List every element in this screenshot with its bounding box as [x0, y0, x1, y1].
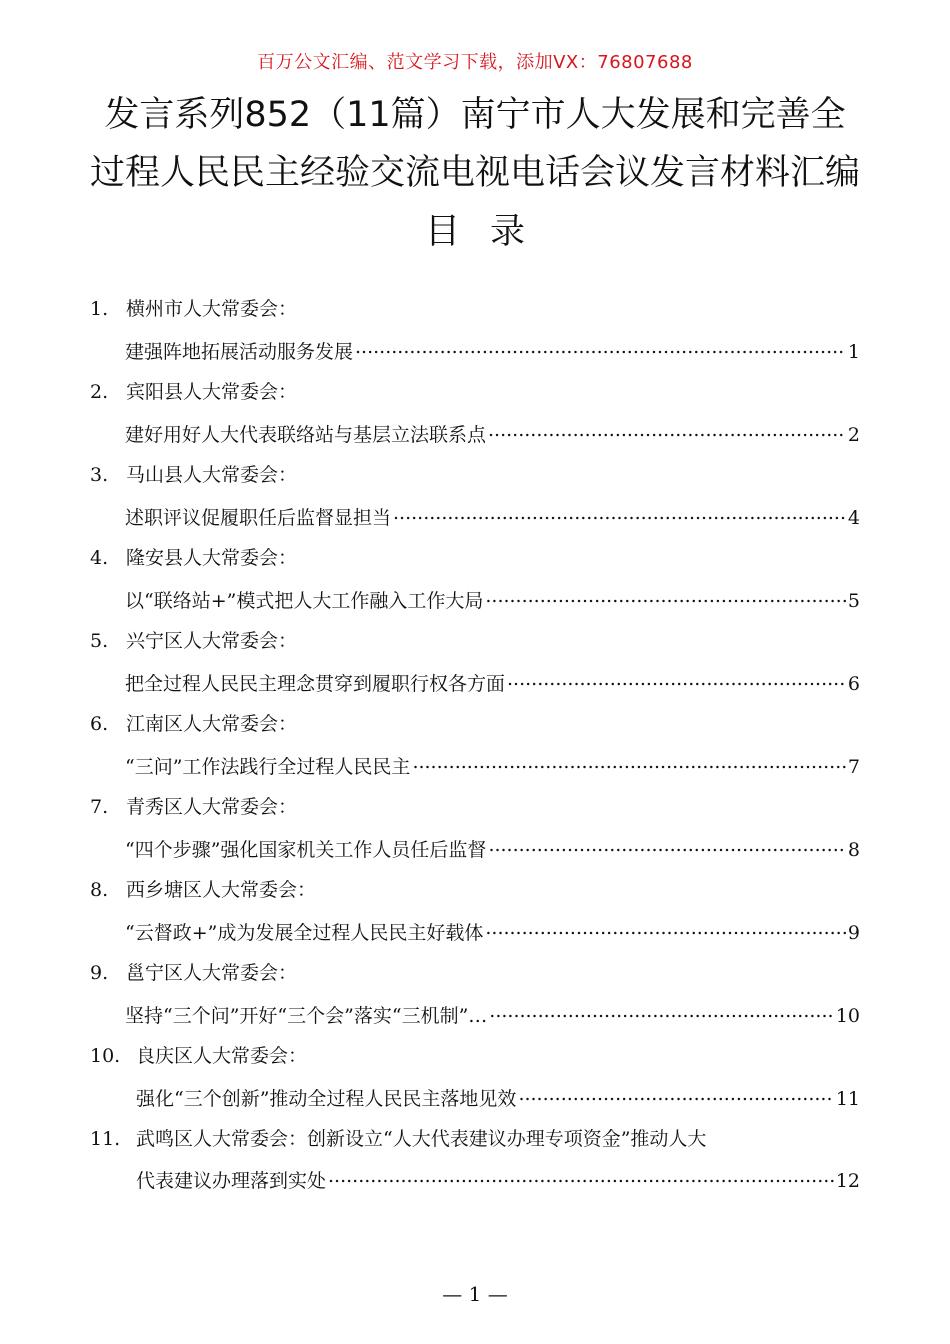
toc-entry-topic[interactable]	[125, 1000, 860, 1028]
toc-entry-unit-name: 兴宁区人大常委会：	[126, 630, 298, 652]
toc-entry-page: 1	[847, 341, 860, 363]
toc-entry-page: 6	[847, 673, 860, 695]
toc-entry-topic[interactable]	[136, 1165, 860, 1193]
toc-entry-page: 5	[847, 590, 860, 612]
toc-entry-page: 8	[847, 839, 860, 861]
toc-entry-unit-name: 隆安县人大常委会：	[126, 547, 298, 569]
toc-entry-unit-name: 青秀区人大常委会：	[126, 796, 298, 818]
toc-entry-unit	[90, 875, 316, 902]
toc-entry-topic[interactable]	[125, 419, 860, 447]
toc-entry-number: 5.	[90, 630, 109, 652]
table-of-contents-heading: 目录	[424, 212, 555, 252]
toc-leader-dots	[355, 336, 846, 358]
toc-entry-number: 8.	[90, 879, 109, 901]
toc-entry-topic-text: “三问”工作法践行全过程人民民主	[125, 756, 411, 778]
toc-entry-unit-name: 宾阳县人大常委会：	[126, 381, 298, 403]
toc-entry-topic[interactable]	[125, 668, 860, 696]
toc-entry-topic[interactable]	[125, 585, 860, 613]
toc-entry-page: 12	[835, 1170, 860, 1192]
toc-entry-page: 9	[847, 922, 860, 944]
toc-entry-unit	[90, 626, 297, 653]
toc-entry-unit-name: 江南区人大常委会：	[126, 713, 298, 735]
toc-entry-topic-text: 代表建议办理落到实处	[136, 1170, 327, 1192]
document-title-line-2: 过程人民民主经验交流电视电话会议发言材料汇编	[89, 153, 860, 193]
toc-entry-page: 4	[847, 507, 860, 529]
toc-entry-unit	[90, 460, 297, 487]
toc-entry-number: 7.	[90, 796, 109, 818]
toc-entry-topic[interactable]	[125, 917, 860, 945]
toc-entry-unit-name: 武鸣区人大常委会：创新设立“人大代表建议办理专项资金”推动人大	[136, 1128, 707, 1150]
toc-entry-page: 10	[835, 1005, 860, 1027]
toc-entry-topic-text: 坚持“三个问”开好“三个会”落实“三机制”…	[125, 1005, 488, 1027]
toc-entry-topic[interactable]	[136, 1083, 860, 1111]
toc-entry-unit	[90, 543, 297, 570]
toc-leader-dots	[488, 834, 845, 856]
toc-entry-unit	[90, 1124, 706, 1151]
toc-entry-unit-name: 良庆区人大常委会：	[136, 1045, 308, 1067]
toc-leader-dots	[485, 585, 846, 607]
toc-entry-topic-text: 强化“三个创新”推动全过程人民民主落地见效	[136, 1088, 517, 1110]
toc-entry-number: 3.	[90, 464, 109, 486]
toc-entry-unit	[90, 709, 297, 736]
toc-entry-number: 2.	[90, 381, 109, 403]
toc-entry-number: 10.	[90, 1045, 121, 1067]
toc-entry-number: 11.	[90, 1128, 121, 1150]
toc-leader-dots	[412, 751, 845, 773]
toc-entry-topic-text: 建强阵地拓展活动服务发展	[125, 341, 354, 363]
toc-leader-dots	[393, 502, 846, 524]
header-banner: 百万公文汇编、范文学习下载，添加VX：76807688	[257, 52, 693, 73]
toc-entry-unit-name: 西乡塘区人大常委会：	[126, 879, 317, 901]
toc-leader-dots	[328, 1165, 834, 1187]
toc-entry-topic[interactable]	[125, 502, 860, 530]
page-number-footer: — 1 —	[442, 1282, 508, 1306]
toc-entry-topic-text: 以“联络站+”模式把人大工作融入工作大局	[125, 590, 484, 612]
toc-entry-topic-text: “四个步骤”强化国家机关工作人员任后监督	[125, 839, 487, 861]
toc-entry-page: 11	[835, 1088, 860, 1110]
toc-entry-unit-name: 横州市人大常委会：	[126, 298, 298, 320]
toc-leader-dots	[485, 917, 846, 939]
toc-leader-dots	[507, 668, 846, 690]
toc-leader-dots	[518, 1083, 833, 1105]
toc-entry-unit	[90, 792, 297, 819]
toc-leader-dots	[489, 1000, 834, 1022]
toc-entry-topic-text: 述职评议促履职任后监督显担当	[125, 507, 392, 529]
toc-entry-unit	[90, 958, 297, 985]
toc-entry-number: 9.	[90, 962, 109, 984]
toc-entry-topic-text: 建好用好人大代表联络站与基层立法联系点	[125, 424, 487, 446]
toc-entry-topic-text: 把全过程人民民主理念贯穿到履职行权各方面	[125, 673, 506, 695]
toc-entry-number: 1.	[90, 298, 109, 320]
toc-entry-unit-name: 邕宁区人大常委会：	[126, 962, 298, 984]
toc-entry-topic[interactable]	[125, 336, 860, 364]
toc-entry-topic[interactable]	[125, 834, 860, 862]
document-title-line-1: 发言系列852（11篇）南宁市人大发展和完善全	[104, 95, 846, 135]
toc-entry-page: 2	[847, 424, 860, 446]
toc-entry-number: 4.	[90, 547, 109, 569]
toc-entry-unit	[90, 294, 297, 321]
toc-entry-topic-text: “云督政+”成为发展全过程人民民主好载体	[125, 922, 484, 944]
toc-entry-unit	[90, 377, 297, 404]
toc-leader-dots	[488, 419, 846, 441]
toc-entry-unit	[90, 1041, 307, 1068]
toc-entry-unit-name: 马山县人大常委会：	[126, 464, 298, 486]
toc-entry-page: 7	[847, 756, 860, 778]
toc-entry-number: 6.	[90, 713, 109, 735]
toc-entry-topic[interactable]	[125, 751, 860, 779]
